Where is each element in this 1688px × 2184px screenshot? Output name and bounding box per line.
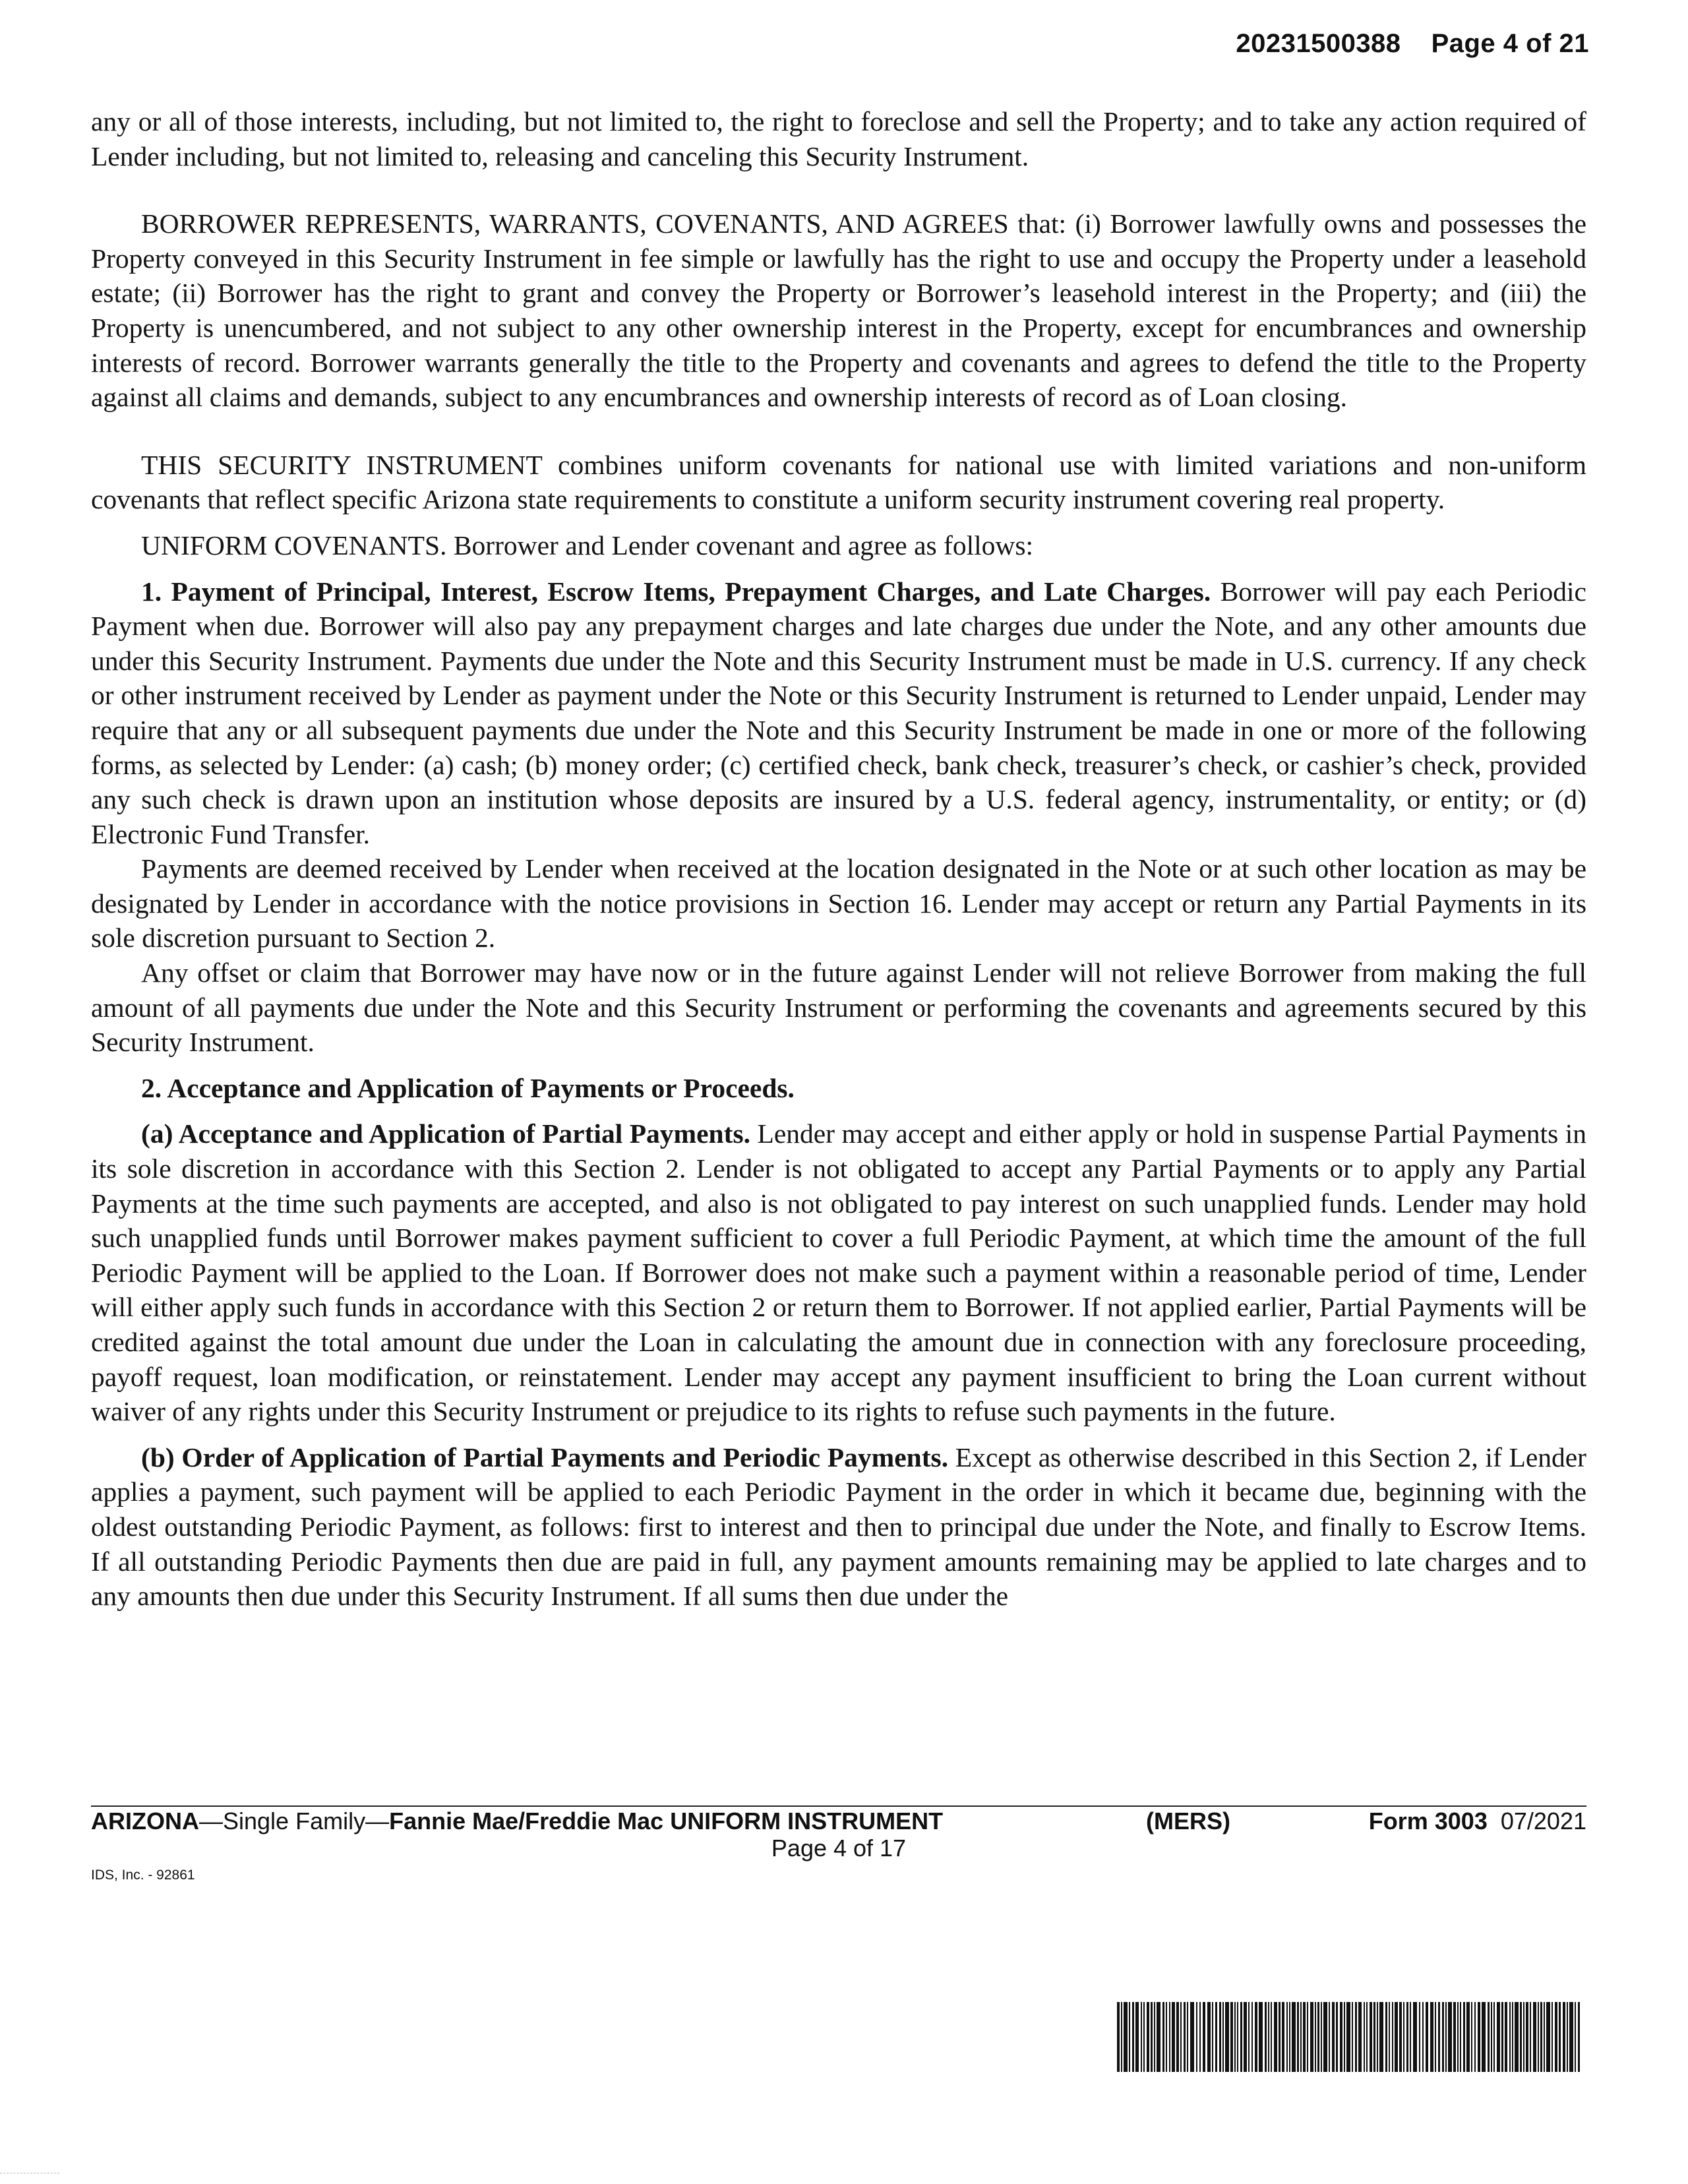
barcode-bar	[1132, 2002, 1134, 2072]
barcode-bar	[1555, 2002, 1557, 2072]
footer-mers: (MERS)	[1146, 1807, 1230, 1835]
barcode-bar	[1274, 2002, 1277, 2072]
barcode-bar	[1463, 2002, 1465, 2072]
barcode-bar	[1533, 2002, 1536, 2072]
barcode-bar	[1512, 2002, 1513, 2072]
document-number: 20231500388	[1236, 29, 1401, 58]
barcode-bar	[1457, 2002, 1459, 2072]
barcode-bar	[1395, 2002, 1398, 2072]
section-1-heading: 1. Payment of Principal, Interest, Escrow Items, Prepayment Charges, and Late Charges.	[141, 576, 1211, 607]
barcode-bar	[1143, 2002, 1145, 2072]
barcode-bar	[1157, 2002, 1160, 2072]
barcode-bar	[1474, 2002, 1476, 2072]
barcode-bar	[1203, 2002, 1205, 2072]
barcode-bar	[1297, 2002, 1299, 2072]
barcode-bar	[1219, 2002, 1221, 2072]
barcode-bar	[1166, 2002, 1167, 2072]
barcode-bar	[1478, 2002, 1480, 2072]
section-1-paragraph-3: Any offset or claim that Borrower may have now or in the future against Lender will not relieve Borrower from making the full amount of all payments due under the Note and this Security Instrument or performing the covenants and agreements secured by this Security Instrument.	[91, 957, 1586, 1058]
barcode-bar	[1406, 2002, 1408, 2072]
footer-form-number: Form 3003 07/2021	[1368, 1807, 1586, 1835]
barcode-bar	[1332, 2002, 1335, 2072]
barcode-bar	[1225, 2002, 1229, 2072]
paragraph-continuation: any or all of those interests, including, but not limited to, the right to foreclose and sell the Property; and to take any action required of Lender including, but not limited to, releasing and canceling this Security Instrument.	[91, 106, 1586, 171]
barcode-bar	[1413, 2002, 1417, 2072]
barcode-bar	[1151, 2002, 1153, 2072]
barcode-bar	[1344, 2002, 1345, 2072]
barcode-bar	[1135, 2002, 1139, 2072]
barcode-bar	[1567, 2002, 1568, 2072]
barcode-bar	[1497, 2002, 1500, 2072]
barcode-bar	[1575, 2002, 1576, 2072]
barcode-bar	[1310, 2002, 1313, 2072]
barcode-bar	[1207, 2002, 1211, 2072]
section-1-paragraph-2: Payments are deemed received by Lender when received at the location designated in the Note or at such other location as may be designated by Lender in accordance with the notice provisions in Section 16. Lender may accept or return any Partial Payments in its sole discretion pursuant to Section 2.	[91, 853, 1586, 954]
barcode-bar	[1370, 2002, 1372, 2072]
footer-ids-code: IDS, Inc. - 92861	[91, 1867, 195, 1883]
barcode-bar	[1419, 2002, 1420, 2072]
paragraph-security-instrument: THIS SECURITY INSTRUMENT combines uniform covenants for national use with limited variations and non-uniform covenants that reflect specific Arizona state requirements to constitute a uniform security instrument covering real property.	[91, 449, 1586, 515]
section-2b	[91, 1440, 1586, 1614]
barcode-bar	[1303, 2002, 1306, 2072]
barcode-bar	[1453, 2002, 1456, 2072]
section-2-heading: 2. Acceptance and Application of Payments or Proceeds.	[141, 1072, 795, 1103]
barcode-bar	[1240, 2002, 1242, 2072]
barcode-bar	[1389, 2002, 1390, 2072]
barcode-bar	[1435, 2002, 1436, 2072]
barcode-bar	[1282, 2002, 1284, 2072]
section-2b-heading: (b) Order of Application of Partial Payments and Periodic Payments.	[141, 1441, 949, 1472]
barcode-bar	[1196, 2002, 1197, 2072]
barcode-bar	[1329, 2002, 1330, 2072]
barcode-bar	[1385, 2002, 1387, 2072]
barcode-bar	[1448, 2002, 1452, 2072]
barcode-bar	[1265, 2002, 1267, 2072]
section-2b-text: Except as otherwise described in this Section 2, if Lender applies a payment, such payment will be applied to each Periodic Payment in the order in which it became due, beginning with the oldest outstanding Periodic Payment, as follows: first to interest and then to principal due under the Note, and finally to Escrow Items. If all outstanding Periodic Payments then due are paid in full, any payment amounts remaining may be applied to late charges and to any amounts then due under this Security Instrument. If all sums then due under the	[91, 1441, 1587, 1612]
barcode-bar	[1569, 2002, 1573, 2072]
barcode-bar	[1410, 2002, 1411, 2072]
barcode-bar	[1212, 2002, 1213, 2072]
footer-divider	[91, 1805, 1586, 1807]
barcode-bar	[1352, 2002, 1353, 2072]
barcode-bar	[1199, 2002, 1201, 2072]
barcode-bar	[1230, 2002, 1233, 2072]
barcode-bar	[1129, 2002, 1130, 2072]
barcode-bar	[1399, 2002, 1402, 2072]
barcode-bar	[1466, 2002, 1470, 2072]
barcode-bar	[1578, 2002, 1580, 2072]
barcode-bar	[1215, 2002, 1217, 2072]
barcode-bar	[1501, 2002, 1503, 2072]
barcode-bar	[1471, 2002, 1472, 2072]
barcode-bar	[1268, 2002, 1269, 2072]
barcode-bar	[1124, 2002, 1128, 2072]
barcode-bar	[1422, 2002, 1424, 2072]
barcode-bar	[1364, 2002, 1365, 2072]
barcode-bar	[1482, 2002, 1486, 2072]
barcode-bar	[1460, 2002, 1461, 2072]
barcode-bar	[1222, 2002, 1224, 2072]
document-body	[91, 104, 1586, 1614]
barcode-bar	[1520, 2002, 1522, 2072]
paragraph-uniform-covenants: UNIFORM COVENANTS. Borrower and Lender covenant and agree as follows:	[141, 530, 1034, 561]
barcode-bar	[1162, 2002, 1164, 2072]
barcode-bar	[1147, 2002, 1149, 2072]
barcode-bar	[1509, 2002, 1511, 2072]
recording-header	[1236, 29, 1589, 59]
barcode-bar	[1373, 2002, 1375, 2072]
barcode-bar	[1259, 2002, 1263, 2072]
barcode-bar	[1430, 2002, 1433, 2072]
barcode-bar	[1358, 2002, 1362, 2072]
barcode-bar	[1340, 2002, 1342, 2072]
barcode-bar	[1559, 2002, 1561, 2072]
section-2a	[91, 1116, 1586, 1428]
barcode-bar	[1488, 2002, 1490, 2072]
page-indicator: Page 4 of 21	[1431, 29, 1589, 58]
section-1-text: Borrower will pay each Periodic Payment when due. Borrower will also pay any prepayment charges and late charges due under the Note, and any other amounts due under this Security Instrument. Payments due under the Note and this Security Instrument must be made in U.S. currency. If any check or other instrument received by Lender as payment under the Note or this Security Instrument is returned to Lender unpaid, Lender may require that any or all subsequent payments due under the Note and this Security Instrument be made in one or more of the following forms, as selected by Lender: (a) cash; (b) money order; (c) certified check, bank check, treasurer’s check, or cashier’s check, provided any such check is drawn upon an institution whose deposits are insured by a U.S. federal agency, instrumentality, or entity; or (d) Electronic Fund Transfer.	[91, 576, 1586, 849]
barcode-bar	[1180, 2002, 1182, 2072]
section-2a-text: Lender may accept and either apply or hold in suspense Partial Payments in its sole discretion in accordance with this Section 2. Lender is not obligated to accept any Partial Payments or to apply any Partial Payments at the time such payments are accepted, and also is not obligated to pay interest on such unapplied funds. Lender may hold such unapplied funds until Borrower makes payment sufficient to cover a full Periodic Payment, at which time the amount of the full Periodic Payment will be applied to the Loan. If Borrower does not make such a payment within a reasonable period of time, Lender will either apply such funds in accordance with this Section 2 or return them to Borrower. If not applied earlier, Partial Payments will be credited against the total amount due under the Loan in calculating the amount due in connection with any foreclosure proceeding, payoff request, loan modification, or reinstatement. Lender may accept any payment insufficient to bring the Loan current without waiver of any rights under this Security Instrument or prejudice to its rights to refuse such payments in the future.	[91, 1118, 1586, 1427]
barcode-bar	[1184, 2002, 1186, 2072]
barcode-bar	[1552, 2002, 1553, 2072]
barcode-bar	[1234, 2002, 1236, 2072]
barcode-bar	[1321, 2002, 1322, 2072]
barcode-bar	[1426, 2002, 1428, 2072]
barcode-bar	[1244, 2002, 1247, 2072]
paragraph-borrower-represents: BORROWER REPRESENTS, WARRANTS, COVENANTS, AND AGREES that: (i) Borrower lawfully owns and possesses the Property conveyed in this Security Instrument in fee simple or lawfully has the right to use and occupy the Property under a leasehold estate; (ii) Borrower has the right to grant and convey the Property or Borrower’s leasehold interest in the Property; and (iii) the Property is unencumbered, and not subject to any other ownership interest in the Property, except for encumbrances and ownership interests of record. Borrower warrants generally the title to the Property and covenants and agrees to defend the title to the Property against all claims and demands, subject to any encumbrances and ownership interests of record as of Loan closing.	[91, 208, 1586, 413]
scan-edge-mark	[0, 2173, 59, 2175]
barcode-bar	[1505, 2002, 1507, 2072]
barcode-bar	[1377, 2002, 1378, 2072]
barcode-bar	[1154, 2002, 1155, 2072]
barcode-bar	[1292, 2002, 1296, 2072]
footer-form-title: ARIZONA—Single Family—Fannie Mae/Freddie Mac UNIFORM INSTRUMENT	[91, 1807, 944, 1835]
barcode-bar	[1141, 2002, 1142, 2072]
barcode-bar	[1379, 2002, 1383, 2072]
barcode-icon	[1117, 2002, 1581, 2072]
barcode-bar	[1307, 2002, 1308, 2072]
barcode-bar	[1355, 2002, 1357, 2072]
barcode-bar	[1438, 2002, 1440, 2072]
barcode-bar	[1300, 2002, 1302, 2072]
barcode-bar	[1493, 2002, 1495, 2072]
barcode-bar	[1538, 2002, 1539, 2072]
barcode-bar	[1366, 2002, 1368, 2072]
barcode-bar	[1279, 2002, 1281, 2072]
barcode-bar	[1121, 2002, 1122, 2072]
barcode-bar	[1563, 2002, 1565, 2072]
barcode-bar	[1317, 2002, 1319, 2072]
barcode-bar	[1445, 2002, 1447, 2072]
barcode-bar	[1491, 2002, 1492, 2072]
barcode-bar	[1172, 2002, 1175, 2072]
barcode-bar	[1169, 2002, 1170, 2072]
barcode-bar	[1392, 2002, 1393, 2072]
barcode-bar	[1190, 2002, 1194, 2072]
barcode-bar	[1515, 2002, 1519, 2072]
barcode-bar	[1289, 2002, 1290, 2072]
barcode-bar	[1546, 2002, 1550, 2072]
footer-page-number: Page 4 of 17	[771, 1835, 907, 1862]
barcode-bar	[1403, 2002, 1404, 2072]
barcode-bar	[1523, 2002, 1524, 2072]
barcode-bar	[1255, 2002, 1257, 2072]
barcode-bar	[1117, 2002, 1120, 2072]
barcode-bar	[1251, 2002, 1253, 2072]
section-2a-heading: (a) Acceptance and Application of Partial Payments.	[141, 1118, 750, 1149]
barcode-bar	[1176, 2002, 1179, 2072]
barcode-bar	[1286, 2002, 1288, 2072]
section-1	[91, 574, 1586, 852]
barcode-bar	[1540, 2002, 1542, 2072]
barcode-bar	[1336, 2002, 1338, 2072]
barcode-bar	[1526, 2002, 1528, 2072]
barcode-bar	[1346, 2002, 1350, 2072]
barcode-bar	[1323, 2002, 1327, 2072]
barcode-bar	[1271, 2002, 1272, 2072]
barcode-bar	[1237, 2002, 1238, 2072]
barcode-bar	[1248, 2002, 1250, 2072]
barcode-bar	[1315, 2002, 1316, 2072]
barcode-bar	[1530, 2002, 1531, 2072]
barcode-bar	[1544, 2002, 1545, 2072]
barcode-bar	[1187, 2002, 1188, 2072]
barcode-bar	[1442, 2002, 1444, 2072]
